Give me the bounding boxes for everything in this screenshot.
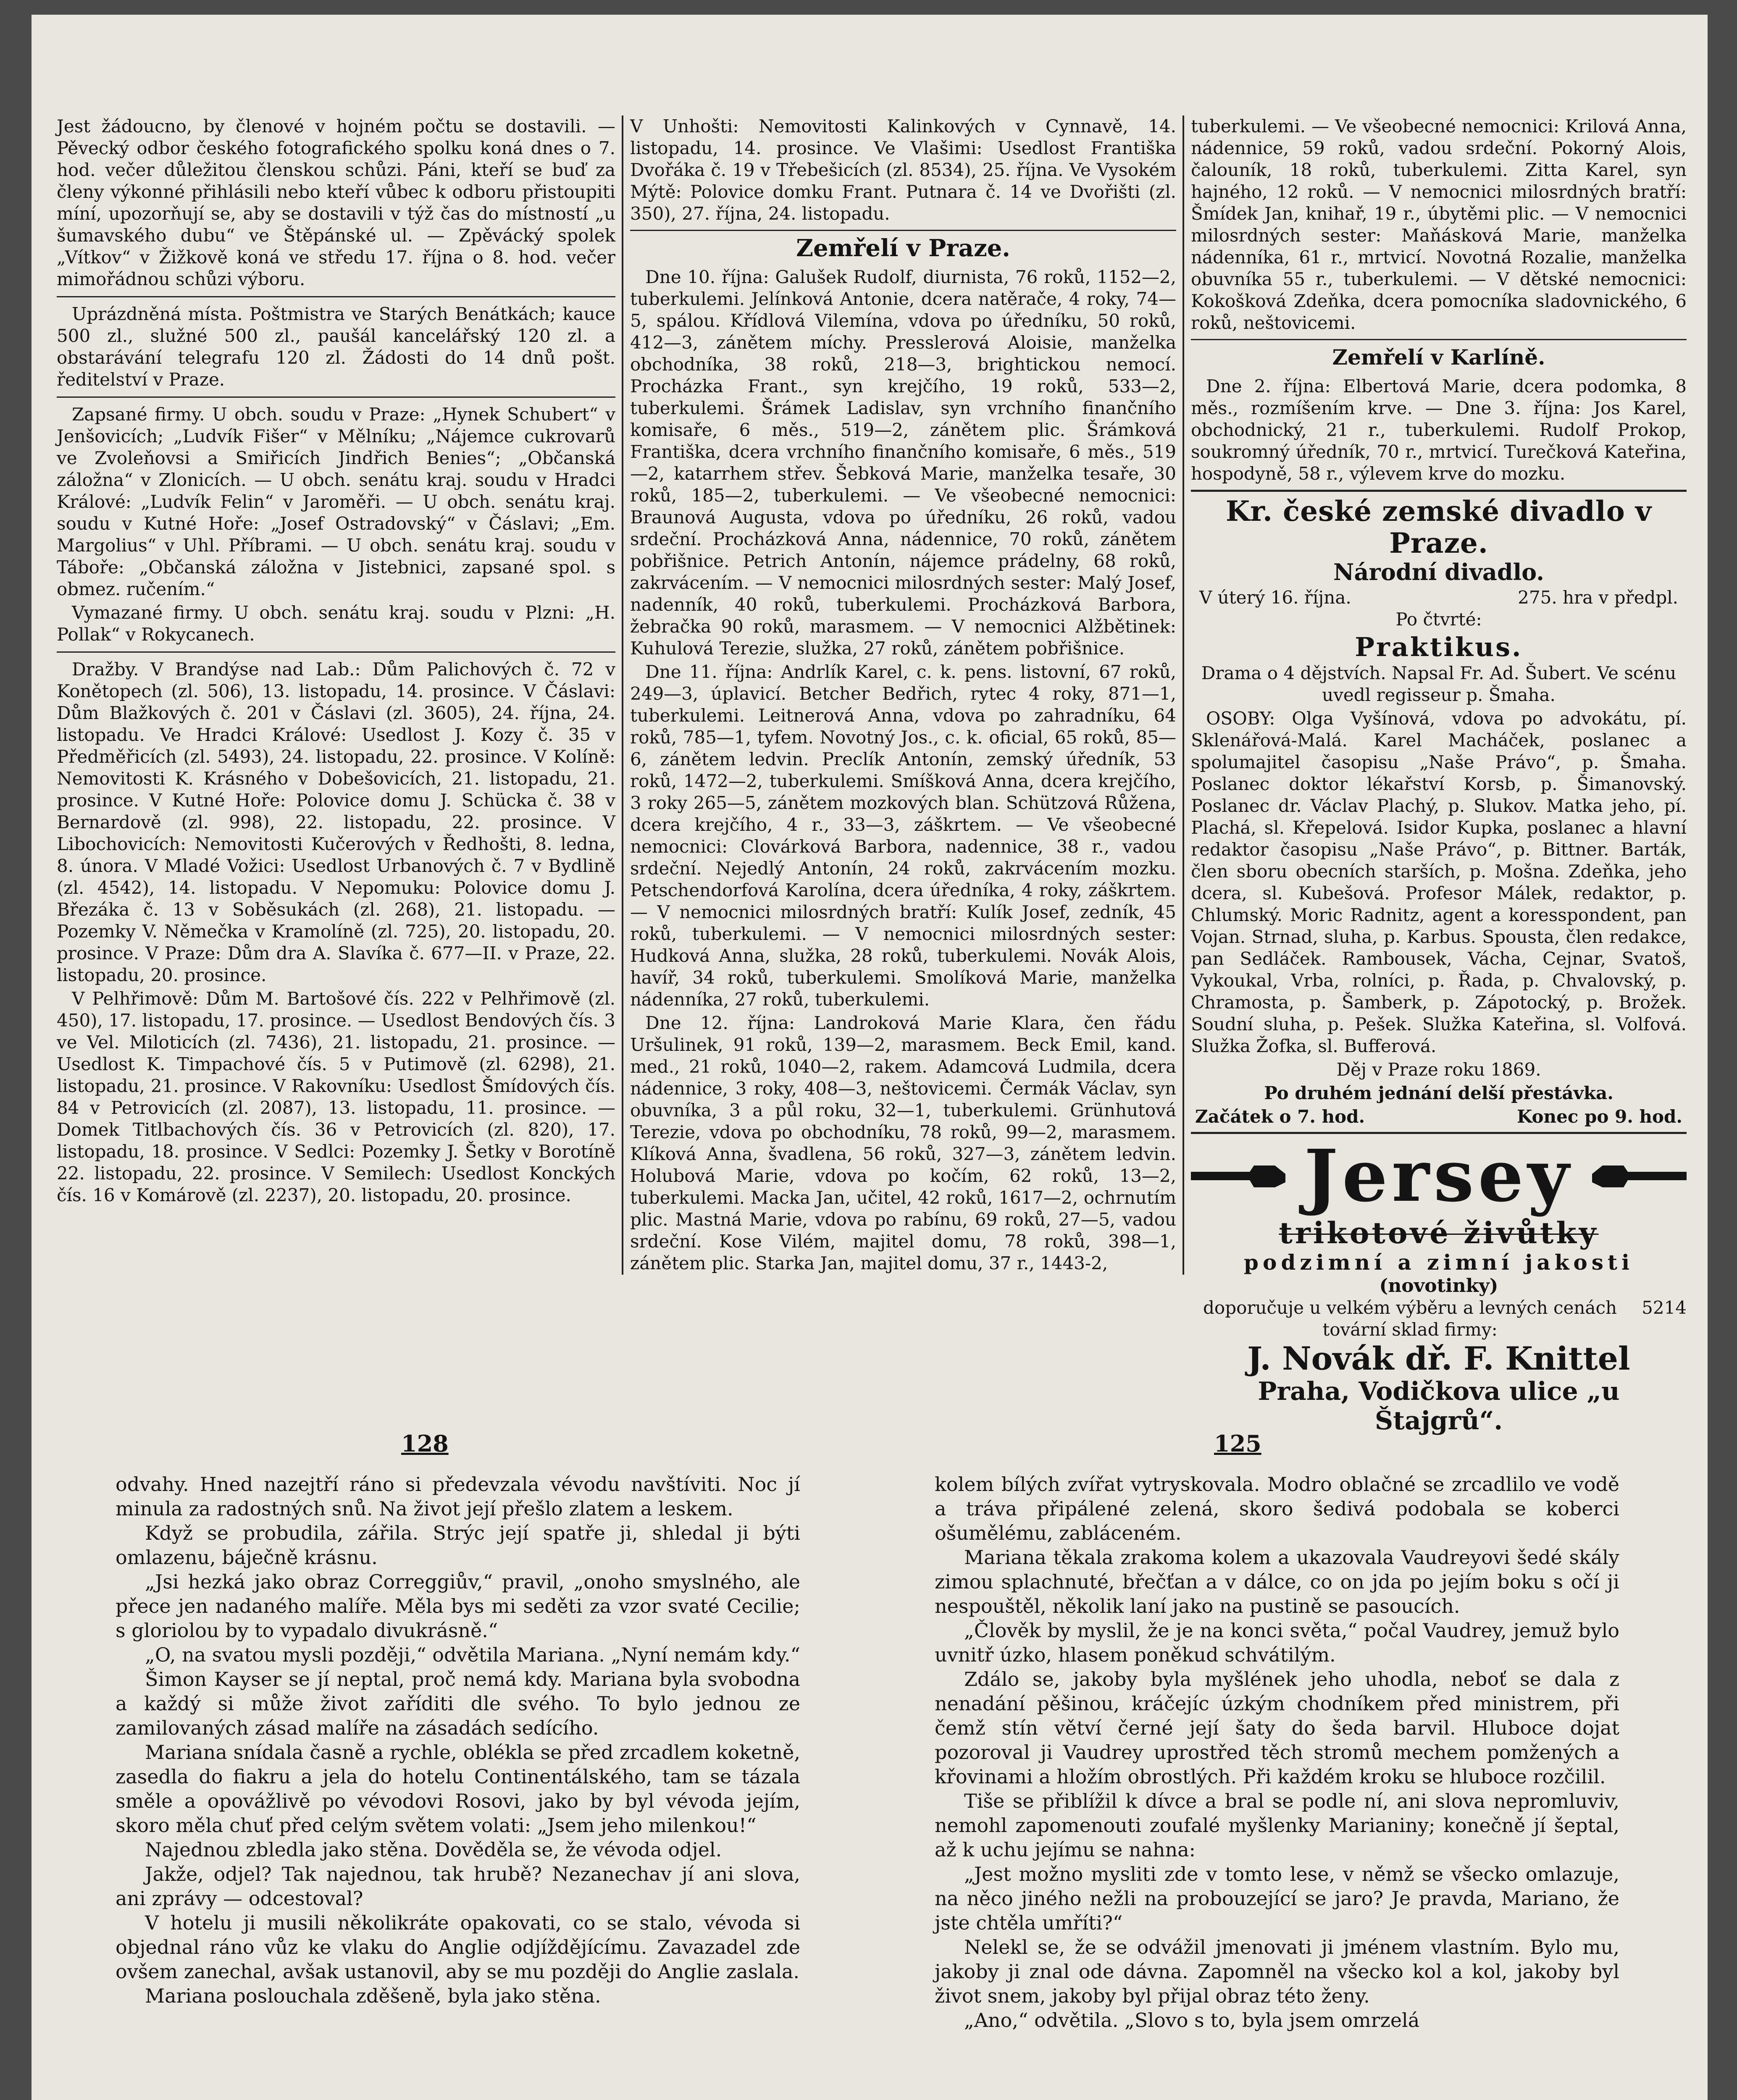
deaths-oct-10: Dne 10. října: Galušek Rudolf, diurnista, 76 roků, 1152—2, tuberkulemi. Jelínková Antonie, dcera natěrače, 4 roky, 74—5, spálou. Křídlová Vilemína, vdova po úředníku, 50 roků, 412—3, zánětem míchy. Presslerová Aloisie, manželka obchodníka, 38 roků, 218—3, brightickou nemocí. Procházka Frant., syn krejčího, 19 roků, 533—2, tuberkulemi. Šrámek Ladislav, syn vrchního finančního komisaře, 6 měs., 519—2, zánětem plic. Šrámková Františka, dcera vrchního finančního komisaře, 6 měs., 519—2, katarrhem střev. Šebková Marie, manželka tesaře, 30 roků, 185—2, tuberkulemi. — Ve všeobecné nemocnici: Braunová Augusta, vdova po úředníku, 26 roků, vadou srdeční. Procházková Anna, nádennice, 70 roků, zánětem pobřišnice. Petrich Antonín, nájemce prádelny, 68 roků, zakrvácením. — V nemocnici milosrdných sester: Malý Josef, nadenník, 40 roků, tuberkulemi. Procházková Barbora, žebračka 90 roků, marasmem. — V nemocnici Alžbětinek: Kuhulová Terezie, služka, 27 roků, zánětem pobřišnice. xyxy=(630,267,1176,659)
column-notices xyxy=(57,116,615,1283)
page-number-left: 128 xyxy=(401,1430,449,1457)
divider xyxy=(57,396,615,398)
deaths-prague-heading: Zemřelí v Praze. xyxy=(796,234,1010,262)
novel-paragraph: „O, na svatou mysli později,“ odvětila Mariana. „Nyní nemám kdy.“ xyxy=(145,1643,801,1666)
ad-quality: podzimní a zimní jakosti xyxy=(1244,1250,1634,1275)
column-divider xyxy=(622,116,623,1275)
start-time: Začátek o 7. hod. xyxy=(1195,1106,1365,1127)
play-setting: Děj v Praze roku 1869. xyxy=(1336,1059,1541,1080)
registered-firms: Zapsané firmy. U obch. soudu v Praze: „Hynek Schubert“ v Jenšovicích; „Ludvík Fišer“ v Mělníku; „Nájemce cukrovarů ve Zvoleňovsi a Smiřicích Jindřich Benies“; „Občanská záložna“ v Zlonicích. — U obch. senátu kraj. soudu v Hradci Králové: „Ludvík Felin“ v Jaroměři. — U obch. senátu kraj. soudu v Kutné Hoře: „Josef Ostradovský“ v Čáslavi; „Em. Margolius“ v Uhl. Příbrami. — U obch. senátu kraj. soudu v Táboře: „Občanská záložna v Jistebnici, zapsané spol. s obmez. ručením.“ xyxy=(57,404,615,599)
novel-paragraph: Nelekl se, že se odvážil jmenovati ji jménem vlastním. Bylo mu, jakoby ji znal ode dávna. Zapomněl na všecko kol a kol, jakoby byl život snem, jakoby byl přijal obraz této ženy. xyxy=(935,1936,1619,2007)
ad-code: 5214 xyxy=(1642,1297,1687,1318)
intermission-note: Po druhém jednání delší přestávka. xyxy=(1264,1083,1613,1103)
auctions-continued: V Pelhřimově: Dům M. Bartošové čís. 222 v Pelhřimově (zl. 450), 17. listopadu, 17. prosince. — Usedlost Bendových čís. 3 ve Vel. Miloticích (zl. 7436), 21. listopadu, 21. prosince. — Usedlost K. Timpachové čís. 5 v Putimově (zl. 6298), 21. listopadu, 21. prosince. V Rakovníku: Usedlost Šmídových čís. 84 v Petrovicích (zl. 2087), 13. listopadu, 11. prosince. — Domek Titlbachových čís. 36 v Petrovicích (zl. 820), 17. listopadu, 18. prosince. V Sedlci: Pozemky J. Šetky v Borotíně 22. listopadu, 22. prosince. V Semilech: Usedlost Konckých čís. 16 v Komárově (zl. 2237), 20. listopadu, 20. prosince. xyxy=(57,988,615,1205)
divider xyxy=(57,651,615,653)
novel-paragraph: Najednou zbledla jako stěna. Dověděla se, že vévoda odjel. xyxy=(145,1838,722,1861)
novel-paragraph: Zdálo se, jakoby byla myšlének jeho uhodla, neboť se dala z nenadání pěšinou, kráčejíc úzkým chodníkem před ministrem, při čemž stín větví černé její šaty do šeda barvil. Hluboce dojat pozoroval ji Vaudrey uprostřed těch stromů mechem pomžených a křovinami a hložím obrostlých. Při každém kroku se hluboce rozčilil. xyxy=(935,1668,1619,1788)
play-title: Praktikus. xyxy=(1355,632,1523,662)
ad-product: trikotové živůtky xyxy=(1279,1215,1599,1250)
theatre-subtitle: Národní divadlo. xyxy=(1333,559,1544,585)
play-description: Drama o 4 dějstvích. Napsal Fr. Ad. Šubert. Ve scénu uvedl regisseur p. Šmaha. xyxy=(1201,663,1677,705)
novel-paragraph: kolem bílých zvířat vytryskovala. Modro oblačné se zrcadlilo ve vodě a tráva připálené zelená, skoro šedivá podobala se koberci ošumělému, zabláceném. xyxy=(935,1473,1619,1544)
novel-paragraph: Mariana poslouchala zděšeně, byla jako stěna. xyxy=(145,1984,601,2007)
deaths-oct-11: Dne 11. října: Andrlík Karel, c. k. pens. listovní, 67 roků, 249—3, úplavicí. Betcher Bedřich, rytec 4 roky, 871—1, tuberkulemi. Leitnerová Anna, vdova po zahradníku, 64 roků, 785—1, tyfem. Novotný Jos., c. k. oficial, 65 roků, 85—6, zánětem ledvin. Preclík Antonín, zemský úředník, 53 roků, 1472—2, tuberkulemi. Smíšková Anna, dcera krejčího, 3 roky 265—5, zánětem mozkových blan. Schützová Růžena, dcera krejčího, 4 r., 33—3, záškrtem. — Ve všeobecné nemocnici: Clovárková Barbora, nadennice, 38 r., vadou srdeční. Nejedlý Antonín, 24 roků, zakrvácením mozku. Petschendorfová Karolína, dcera úředníka, 4 roky, záškrtem. — V nemocnici milosrdných bratří: Kulík Josef, zedník, 45 roků, tuberkulemi. — V nemocnici milosrdných sester: Hudková Anna, služka, 28 roků, tuberkulemi. Novák Alois, havíř, 34 roků, tuberkulemi. Smolíková Marie, manželka nádenníka, 27 roků, tuberkulemi. xyxy=(630,662,1176,1010)
divider xyxy=(1191,339,1687,340)
novel-paragraph: „Ano,“ odvětila. „Slovo s to, byla jsem omrzelá xyxy=(964,2009,1420,2032)
deaths-continued: tuberkulemi. — Ve všeobecné nemocnici: Krilová Anna, nádennice, 59 roků, vadou srdeční. Pokorný Alois, čalouník, 18 roků, tuberkulemi. Zitta Karel, syn hajného, 12 roků. — V nemocnici milosrdných bratří: Šmídek Jan, knihař, 19 r., úbytěmi plic. — V nemocnici milosrdných sester: Maňásková Marie, manželka nádenníka, 61 r., mrtvicí. Novotná Rozalie, manželka obuvníka 55 r., tuberkulemi. — V dětské nemocnici: Kokošková Zdeňka, dcera pomocníka sladovnického, 6 roků, neštovicemi. xyxy=(1191,116,1687,333)
vacancies-notice: Uprázdněná místa. Poštmistra ve Starých Benátkách; kauce 500 zl., služné 500 zl., paušál kancelářský 120 zl. a obstarávání telegrafu 120 zl. Žádosti do 14 dnů pošt. ředitelství v Praze. xyxy=(57,304,615,390)
performance-number: 275. hra v předpl. xyxy=(1518,587,1678,608)
performance-date: V úterý 16. října. xyxy=(1199,587,1351,608)
deaths-karlin: Dne 2. října: Elbertová Marie, dcera podomka, 8 měs., rozmíšením krve. — Dne 3. října: Jos Karel, obchodnický, 21 r., tuberkulemi. Rudolf Prokop, soukromný úředník, 70 r., mrtvicí. Turečková Kateřina, hospodyně, 58 r., výlevem krve do mozku. xyxy=(1191,376,1687,484)
performance-line xyxy=(1199,587,1678,609)
column-theatre-ads xyxy=(1191,116,1687,1436)
jersey-ad-word: Jersey xyxy=(1304,1134,1574,1218)
association-notice: Jest žádoucno, by členové v hojném počtu se dostavili. — Pěvecký odbor českého fotografického spolku koná dnes o 7. hod. večer důležitou členskou schůzi. Páni, kteří se buď za členy výkonné přihlásili nebo kteří vůbec k odboru přistoupiti míní, upozorňují se, aby se dostavili v týž čas do místností „u šumavského dubu“ ve Štěpánské ul. — Zpěvácký spolek „Vítkov“ v Žižkově koná ve středu 17. října o 8. hod. večer mimořádnou schůzi výboru. xyxy=(57,116,615,289)
novel-paragraph: odvahy. Hned nazejtří ráno si předevzala vévodu navštíviti. Noc jí minula za radostných snů. Na život její přešlo zlatem a leskem. xyxy=(116,1473,800,1520)
novel-paragraph: „Jest možno mysliti zde v tomto lese, v němž se všecko omlazuje, na něco jiného nežli na probouzející se jaro? Je pravda, Mariano, že jste chtěla umříti?“ xyxy=(935,1863,1619,1934)
theatre-title: Kr. české zemské divadlo v Praze. xyxy=(1225,495,1652,559)
page-number-right: 125 xyxy=(1214,1430,1261,1457)
divider xyxy=(630,230,1176,231)
play-cast: OSOBY: Olga Vyšínová, vdova po advokátu, pí. Sklenářová-Malá. Karel Macháček, poslanec a spolumajitel časopisu „Naše Právo“, p. Šmaha. Poslanec doktor lékařství Korsb, p. Šimanovský. Poslanec dr. Václav Plachý, p. Slukov. Matka jeho, pí. Plachá, sl. Křepelová. Isidor Kupka, poslanec a hlavní redaktor časopisu „Naše Právo“, p. Bittner. Barták, člen sboru obecních starších, p. Mošna. Zdeňka, jeho dcera, sl. Kubešová. Profesor Málek, redaktor, p. Chlumský. Moric Radnitz, agent a koresspondent, pan Vojan. Strnad, sluha, p. Karbus. Spousta, člen redakce, pan Sedláček. Rambousek, Vácha, Cejnar, Svatoš, Vykoukal, Vrba, rolníci, p. Řada, p. Chvalovský, p. Chramosta, p. Šamberk, p. Zápotocký, p. Brožek. Soudní sluha, p. Pešek. Služka Kateřina, sl. Volfová. Služka Žofka, sl. Bufferová. xyxy=(1191,708,1687,1056)
pointing-hand-icon xyxy=(1590,1161,1687,1191)
novel-paragraph: Tiše se přiblížil k dívce a bral se podle ní, ani slova nepromluviv, nemohl zapomenouti zoufalé myšlenky Marianiny; konečně jí šeptal, až k uchu jejímu se nahna: xyxy=(935,1790,1619,1861)
deleted-firms: Vymazané firmy. U obch. senátu kraj. soudu v Plzni: „H. Pollak“ v Rokycanech. xyxy=(57,602,615,645)
ad-offer: doporučuje u velkém výběru a levných cenách tovární sklad firmy: xyxy=(1203,1297,1617,1340)
divider xyxy=(1191,490,1687,492)
novel-paragraph: „Jsi hezká jako obraz Correggiův,“ pravil, „onoho smyslného, ale přece jen nadaného malíře. Měla bys mi seděti za vzor svaté Cecilie; s gloriolou by to vypadalo divukrásně.“ xyxy=(116,1570,800,1642)
auctions: Dražby. V Brandýse nad Lab.: Dům Palichových č. 72 v Konětopech (zl. 506), 13. listopadu, 14. prosince. V Čáslavi: Dům Blažkových č. 201 v Čáslavi (zl. 3605), 24. října, 24. listopadu. Ve Hradci Králové: Usedlost J. Kozy č. 35 v Předměřicích (zl. 5493), 24. listopadu, 22. prosince. V Kolíně: Nemovitosti K. Krásného v Dobešovicích, 21. listopadu, 21. prosince. V Kutné Hoře: Polovice domu J. Schücka č. 38 v Bernardově (zl. 998), 22. listopadu, 22. prosince. V Libochovicích: Nemovitosti Kučerových v Ředhošti, 8. ledna, 8. února. V Mladé Vožici: Usedlost Urbanových č. 7 v Bydlině (zl. 4542), 14. listopadu. V Nepomuku: Polovice domu J. Březáka č. 13 v Soběsukách (zl. 268), 21. listopadu. — Pozemky V. Němečka v Kramolíně (zl. 725), 20. listopadu, 20. prosince. V Praze: Dům dra A. Slavíka č. 677—II. v Praze, 22. listopadu, 20. prosince. xyxy=(57,659,615,985)
end-time: Konec po 9. hod. xyxy=(1516,1106,1682,1127)
column-deaths-prague xyxy=(630,116,1176,1283)
deaths-oct-12: Dne 12. října: Landroková Marie Klara, čen řádu Uršulinek, 91 roků, 139—2, marasmem. Beck Emil, kand. med., 21 roků, 1040—2, rakem. Adamcová Ludmila, dcera nádennice, 3 roky, 408—3, neštovicemi. Čermák Václav, syn obuvníka, 3 a půl roku, 32—1, tuberkulemi. Grünhutová Terezie, vdova po obchodníku, 78 roků, 99—2, marasmem. Klíková Anna, švadlena, 56 roků, 327—3, zánětem ledvin. Holubová Marie, vdova po kočím, 62 roků, 13—2, tuberkulemi. Macka Jan, učitel, 42 roků, 1617—2, ochrnutím plic. Mastná Marie, vdova po rabínu, 69 roků, 27—5, vadou srdeční. Kose Vilém, majitel domu, 78 roků, 398—1, zánětem plic. Starka Jan, majitel domu, 37 r., 1443-2, xyxy=(630,1013,1176,1273)
novel-paragraph: Mariana těkala zrakoma kolem a ukazovala Vaudreyovi šedé skály zimou splachnuté, břečťan a v dálce, co on jda po jejím boku s očí ji nespouštěl, několik laní jako na pustině se pasoucích. xyxy=(935,1546,1619,1617)
novel-paragraph: „Člověk by myslil, že je na konci světa,“ počal Vaudrey, jemuž bylo uvnitř úzko, hlasem poněkud schvátilým. xyxy=(935,1619,1619,1666)
ad-novelty: (novotinky) xyxy=(1379,1275,1498,1297)
ad-firm: J. Novák dř. F. Knittel xyxy=(1247,1340,1630,1377)
jersey-ad-header xyxy=(1191,1134,1687,1218)
novel-left-page xyxy=(116,1472,800,2100)
auctions-end: V Unhošti: Nemovitosti Kalinkových v Cynnavě, 14. listopadu, 14. prosince. Ve Vlašimi: Usedlost Františka Dvořáka č. 19 v Třebešicích (zl. 8534), 25. října. Ve Vysokém Mýtě: Polovice domku Frant. Putnara č. 14 ve Dvořišti (zl. 350), 27. října, 24. listopadu. xyxy=(630,116,1176,224)
novel-paragraph: V hotelu ji musili několikráte opakovati, co se stalo, vévoda si objednal ráno vůz ke vlaku do Anglie odjíždějícímu. Zavazadel zde ovšem zanechal, avšak ustanovil, aby se mu později do Anglie zaslala. xyxy=(116,1911,800,1983)
ad-offer-line xyxy=(1191,1297,1687,1341)
divider xyxy=(57,296,615,297)
time-line xyxy=(1195,1106,1682,1128)
novel-paragraph: Jakže, odjel? Tak najednou, tak hrubě? Nezanechav jí ani slova, ani zprávy — odcestoval? xyxy=(116,1863,800,1910)
deaths-karlin-heading: Zemřelí v Karlíně. xyxy=(1332,345,1545,370)
performance-count: Po čtvrté: xyxy=(1395,609,1482,630)
novel-paragraph: Šimon Kayser se jí neptal, proč nemá kdy. Mariana byla svobodna a každý si může život zaříditi dle svého. To bylo jednou ze zamilovaných zásad malíře na zásadách sedícího. xyxy=(116,1668,800,1739)
column-divider xyxy=(1183,116,1184,1275)
ad-address: Praha, Vodičkova ulice „u Štajgrů“. xyxy=(1258,1377,1620,1436)
novel-paragraph: Mariana snídala časně a rychle, oblékla se před zrcadlem koketně, zasedla do fiakru a jela do hotelu Continentálského, tam se tázala směle a opovážlivě po vévodovi Rosovi, jako by byl vévoda jejím, skoro měla chuť před celým světem volati: „Jsem jeho milenkou!“ xyxy=(116,1741,800,1837)
novel-paragraph: Když se probudila, zářila. Strýc její spatře ji, shledal ji býti omlazenu, báječně krásnu. xyxy=(116,1522,800,1569)
novel-right-page xyxy=(935,1472,1619,2100)
newspaper-page xyxy=(32,15,1708,2100)
